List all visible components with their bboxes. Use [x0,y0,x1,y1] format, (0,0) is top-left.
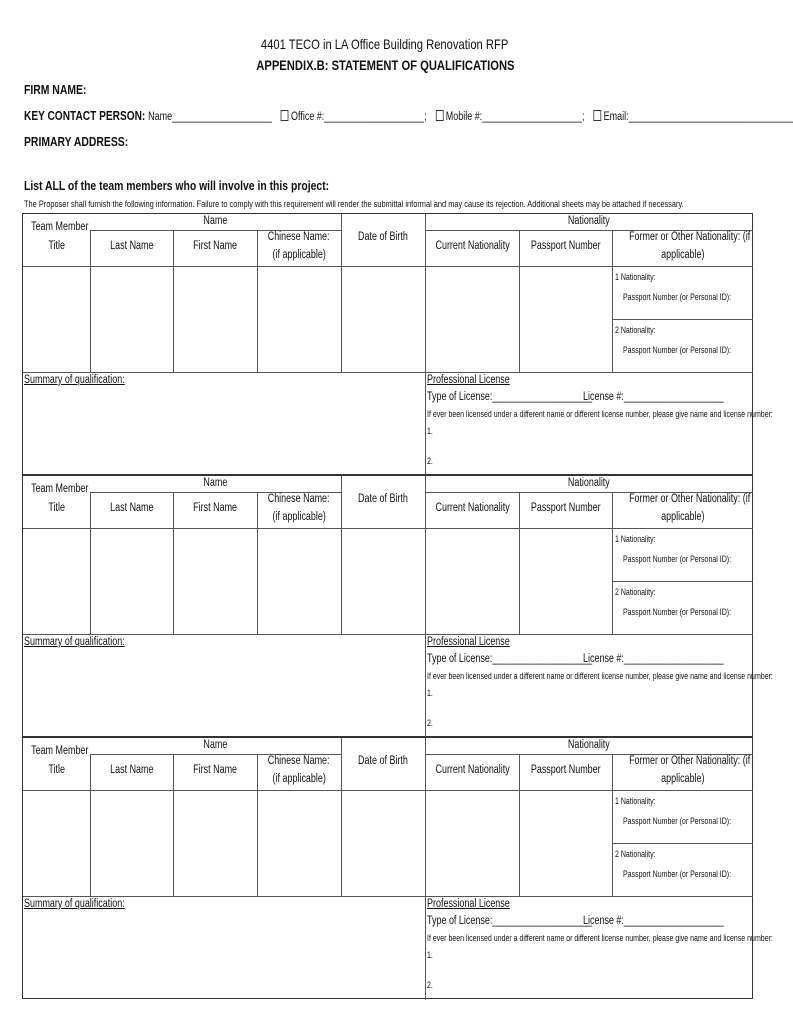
passport-1-label: Passport Number (or Personal ID): [623,292,732,302]
key-contact-label: KEY CONTACT PERSON: [24,108,146,123]
former-nationality-header: Former or Other Nationality: (if [629,231,751,243]
nationality-2-label: 2 Nationality: [615,325,656,335]
summary-of-qualification-label: Summary of qualification: [24,374,125,386]
summary-of-qualification-label: Summary of qualification: [24,898,125,910]
passport-1-label: Passport Number (or Personal ID): [623,816,732,826]
team-member-header: Team Member [31,221,89,233]
last-name-header: Last Name [109,764,154,776]
former-nationality-note: applicable) [660,773,705,785]
instruction-note: The Proposer shall furnish the following information. Failure to comply with this requirement will render the submittal informal and may cause its rejection. Additional sheets may be attached if necessary. [24,199,684,210]
last-name-header: Last Name [109,240,154,252]
project-title: 4401 TECO in LA Office Building Renovation RFP [261,36,509,52]
license-number-field[interactable]: License #:____________________ [583,391,724,403]
name-field[interactable]: Name____________________ [148,111,272,123]
mobile-field[interactable]: Mobile #:____________________; [445,111,585,123]
license-number-field[interactable]: License #:____________________ [583,915,724,927]
first-name-header: First Name [193,502,237,514]
nationality-2-label: 2 Nationality: [615,849,656,859]
chinese-name-header: Chinese Name: [268,231,330,243]
license-item-1: 1. [427,950,433,960]
current-nationality-header: Current Nationality [435,764,510,776]
team-member-block [22,475,773,737]
first-name-header: First Name [193,764,237,776]
email-checkbox[interactable] [594,110,602,121]
passport-2-label: Passport Number (or Personal ID): [623,345,732,355]
licensed-under-note: If ever been licensed under a different name or different license number, please give name and license number: [427,671,773,681]
name-group-header: Name [203,739,228,751]
date-of-birth-header: Date of Birth [358,231,408,243]
passport-2-label: Passport Number (or Personal ID): [623,869,732,879]
team-member-header: Team Member [31,745,89,757]
license-item-2: 2. [427,980,433,990]
title-header: Title [48,240,65,252]
type-of-license-field[interactable]: Type of License:____________________ [427,391,593,403]
license-item-1: 1. [427,688,433,698]
former-nationality-header: Former or Other Nationality: (if [629,755,751,767]
team-member-block [22,213,773,475]
licensed-under-note: If ever been licensed under a different name or different license number, please give name and license number: [427,409,773,419]
firm-name-label: FIRM NAME: [24,82,87,97]
date-of-birth-header: Date of Birth [358,493,408,505]
mobile-checkbox[interactable] [436,110,444,121]
type-of-license-field[interactable]: Type of License:____________________ [427,915,593,927]
passport-number-header: Passport Number [530,764,601,776]
nationality-2-label: 2 Nationality: [615,587,656,597]
chinese-name-note: (if applicable) [272,249,326,261]
license-number-field[interactable]: License #:____________________ [583,653,724,665]
license-item-2: 2. [427,718,433,728]
last-name-header: Last Name [109,502,154,514]
former-nationality-note: applicable) [660,249,705,261]
chinese-name-header: Chinese Name: [268,493,330,505]
email-field[interactable]: Email:_________________________________ [603,111,793,123]
date-of-birth-header: Date of Birth [358,755,408,767]
former-nationality-header: Former or Other Nationality: (if [629,493,751,505]
nationality-1-label: 1 Nationality: [615,796,656,806]
summary-of-qualification-label: Summary of qualification: [24,636,125,648]
nationality-group-header: Nationality [568,215,610,227]
current-nationality-header: Current Nationality [435,240,510,252]
chinese-name-note: (if applicable) [272,511,326,523]
office-checkbox[interactable] [281,110,289,121]
key-contact-row [24,108,793,123]
licensed-under-note: If ever been licensed under a different name or different license number, please give name and license number: [427,933,773,943]
primary-address-label: PRIMARY ADDRESS: [24,134,129,149]
nationality-group-header: Nationality [568,739,610,751]
list-heading: List ALL of the team members who will involve in this project: [24,178,330,193]
chinese-name-note: (if applicable) [272,773,326,785]
name-group-header: Name [203,215,228,227]
passport-2-label: Passport Number (or Personal ID): [623,607,732,617]
office-field[interactable]: Office #:____________________; [291,111,427,123]
professional-license-label: Professional License [427,374,510,386]
license-item-2: 2. [427,456,433,466]
passport-number-header: Passport Number [530,502,601,514]
team-member-header: Team Member [31,483,89,495]
first-name-header: First Name [193,240,237,252]
nationality-1-label: 1 Nationality: [615,272,656,282]
document-title: APPENDIX.B: STATEMENT OF QUALIFICATIONS [255,57,515,73]
nationality-1-label: 1 Nationality: [615,534,656,544]
team-member-block [22,737,773,999]
nationality-group-header: Nationality [568,477,610,489]
professional-license-label: Professional License [427,636,510,648]
professional-license-label: Professional License [427,898,510,910]
name-group-header: Name [203,477,228,489]
title-header: Title [48,502,65,514]
former-nationality-note: applicable) [660,511,705,523]
title-header: Title [48,764,65,776]
type-of-license-field[interactable]: Type of License:____________________ [427,653,593,665]
passport-1-label: Passport Number (or Personal ID): [623,554,732,564]
license-item-1: 1. [427,426,433,436]
chinese-name-header: Chinese Name: [268,755,330,767]
passport-number-header: Passport Number [530,240,601,252]
current-nationality-header: Current Nationality [435,502,510,514]
